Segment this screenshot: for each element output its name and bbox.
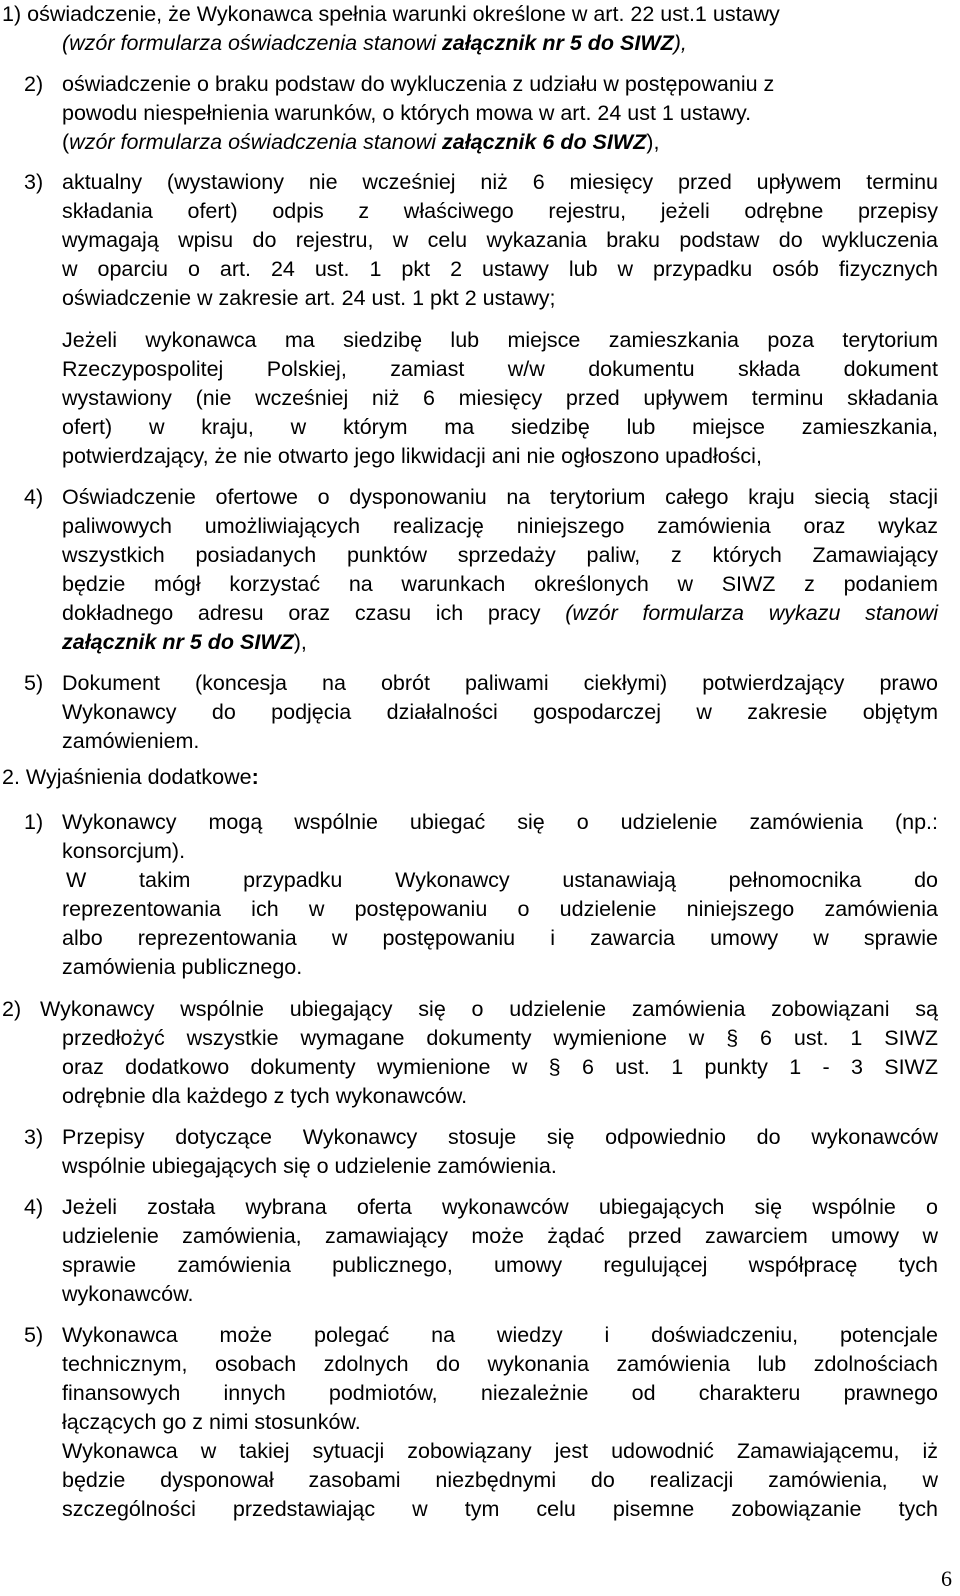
text-line: konsorcjum). (62, 839, 186, 863)
text-line: łączących go z nimi stosunków. (62, 1410, 361, 1434)
text-line: załącznik nr 5 do SIWZ), (62, 630, 307, 654)
list-number: 4) (24, 485, 44, 509)
text-line: aktualny (wystawiony nie wcześniej niż 6 miesięcy przed upływem terminu (62, 170, 938, 194)
list-number: 3) (24, 170, 44, 194)
text-line: udzielenie zamówienia, zamawiający może żądać przed zawarciem umowy w (62, 1224, 938, 1248)
text-line: albo reprezentowania w postępowaniu i zawarcia umowy w sprawie (62, 926, 938, 950)
text-line: będzie dysponował zasobami niezbędnymi do realizacji zamówienia, w (62, 1468, 938, 1492)
text-line: Wykonawcy do podjęcia działalności gospodarczej w zakresie objętym (62, 700, 938, 724)
text-line: Wykonawcy mogą wspólnie ubiegać się o udzielenie zamówienia (np.: (62, 810, 938, 834)
text-line: (wzór formularza oświadczenia stanowi załącznik nr 5 do SIWZ), (62, 31, 687, 55)
text-line: wymagają wpisu do rejestru, w celu wykazania braku podstaw do wykluczenia (62, 228, 938, 252)
list-number: 3) (24, 1125, 44, 1149)
text-line: oświadczenie w zakresie art. 24 ust. 1 pkt 2 ustawy; (62, 286, 556, 310)
text-line: dokładnego adresu oraz czasu ich pracy (wzór formularza wykazu stanowi (62, 601, 938, 625)
text-line: składania ofert) odpis z właściwego rejestru, jeżeli odrębne przepisy (62, 199, 938, 223)
page-number: 6 (941, 1566, 952, 1591)
list-number: 5) (24, 1323, 44, 1347)
text-line: W takim przypadku Wykonawcy ustanawiają pełnomocnika do (66, 868, 938, 892)
text-line: Wykonawca może polegać na wiedzy i doświadczeniu, potencjale (62, 1323, 938, 1347)
text-line: Rzeczypospolitej Polskiej, zamiast w/w dokumentu składa dokument (62, 357, 938, 381)
text-line: powodu niespełnienia warunków, o których mowa w art. 24 ust 1 ustawy. (62, 101, 752, 125)
text-line: oświadczenie o braku podstaw do wykluczenia z udziału w postępowaniu z (62, 72, 775, 96)
text-line: technicznym, osobach zdolnych do wykonania zamówienia lub zdolnościach (62, 1352, 938, 1376)
text-line: Oświadczenie ofertowe o dysponowaniu na terytorium całego kraju siecią stacji (62, 485, 938, 509)
text-line: szczególności przedstawiając w tym celu pisemne zobowiązanie tych (62, 1497, 938, 1521)
text-line: wspólnie ubiegających się o udzielenie zamówienia. (62, 1154, 557, 1178)
list-number: 5) (24, 671, 44, 695)
text-line: będzie mógł korzystać na warunkach określonych w SIWZ z podaniem (62, 572, 938, 596)
list-number: 2) (2, 997, 22, 1021)
text-line: Jeżeli wykonawca ma siedzibę lub miejsce zamieszkania poza terytorium (62, 328, 938, 352)
text-line: wszystkich posiadanych punktów sprzedaży paliw, z których Zamawiający (62, 543, 938, 567)
text-line: paliwowych umożliwiających realizację niniejszego zamówienia oraz wykaz (62, 514, 938, 538)
text-line: sprawie zamówienia publicznego, umowy regulującej współpracę tych (62, 1253, 938, 1277)
text-line: oraz dodatkowo dokumenty wymienione w § 6 ust. 1 punkty 1 - 3 SIWZ (62, 1055, 938, 1079)
list-number: 1) (24, 810, 44, 834)
text-line: zamówienia publicznego. (62, 955, 303, 979)
text-line: w oparciu o art. 24 ust. 1 pkt 2 ustawy lub w przypadku osób fizycznych (62, 257, 938, 281)
text-line: wystawiony (nie wcześniej niż 6 miesięcy przed upływem terminu składania (62, 386, 938, 410)
text-line: (wzór formularza oświadczenia stanowi załącznik 6 do SIWZ), (62, 130, 660, 154)
section-heading: 2. Wyjaśnienia dodatkowe: (2, 765, 259, 789)
text-line: potwierdzający, że nie otwarto jego likwidacji ani nie ogłoszono upadłości, (62, 444, 762, 468)
text-line: odrębnie dla każdego z tych wykonawców. (62, 1084, 468, 1108)
text-line: przedłożyć wszystkie wymagane dokumenty wymienione w § 6 ust. 1 SIWZ (62, 1026, 938, 1050)
text-line: 1) oświadczenie, że Wykonawca spełnia warunki określone w art. 22 ust.1 ustawy (2, 2, 780, 26)
text-line: Jeżeli została wybrana oferta wykonawców ubiegających się wspólnie o (62, 1195, 938, 1219)
text-line: ofert) w kraju, w którym ma siedzibę lub miejsce zamieszkania, (62, 415, 938, 439)
text-line: Wykonawca w takiej sytuacji zobowiązany jest udowodnić Zamawiającemu, iż (62, 1439, 938, 1463)
list-number: 2) (24, 72, 44, 96)
text-line: reprezentowania ich w postępowaniu o udzielenie niniejszego zamówienia (62, 897, 938, 921)
text-line: wykonawców. (62, 1282, 194, 1306)
text-line: zamówieniem. (62, 729, 200, 753)
text-line: finansowych innych podmiotów, niezależnie od charakteru prawnego (62, 1381, 938, 1405)
text-line: Przepisy dotyczące Wykonawcy stosuje się odpowiednio do wykonawców (62, 1125, 938, 1149)
text-line: Wykonawcy wspólnie ubiegający się o udzielenie zamówienia zobowiązani są (40, 997, 938, 1021)
text-line: Dokument (koncesja na obrót paliwami ciekłymi) potwierdzający prawo (62, 671, 938, 695)
list-number: 4) (24, 1195, 44, 1219)
